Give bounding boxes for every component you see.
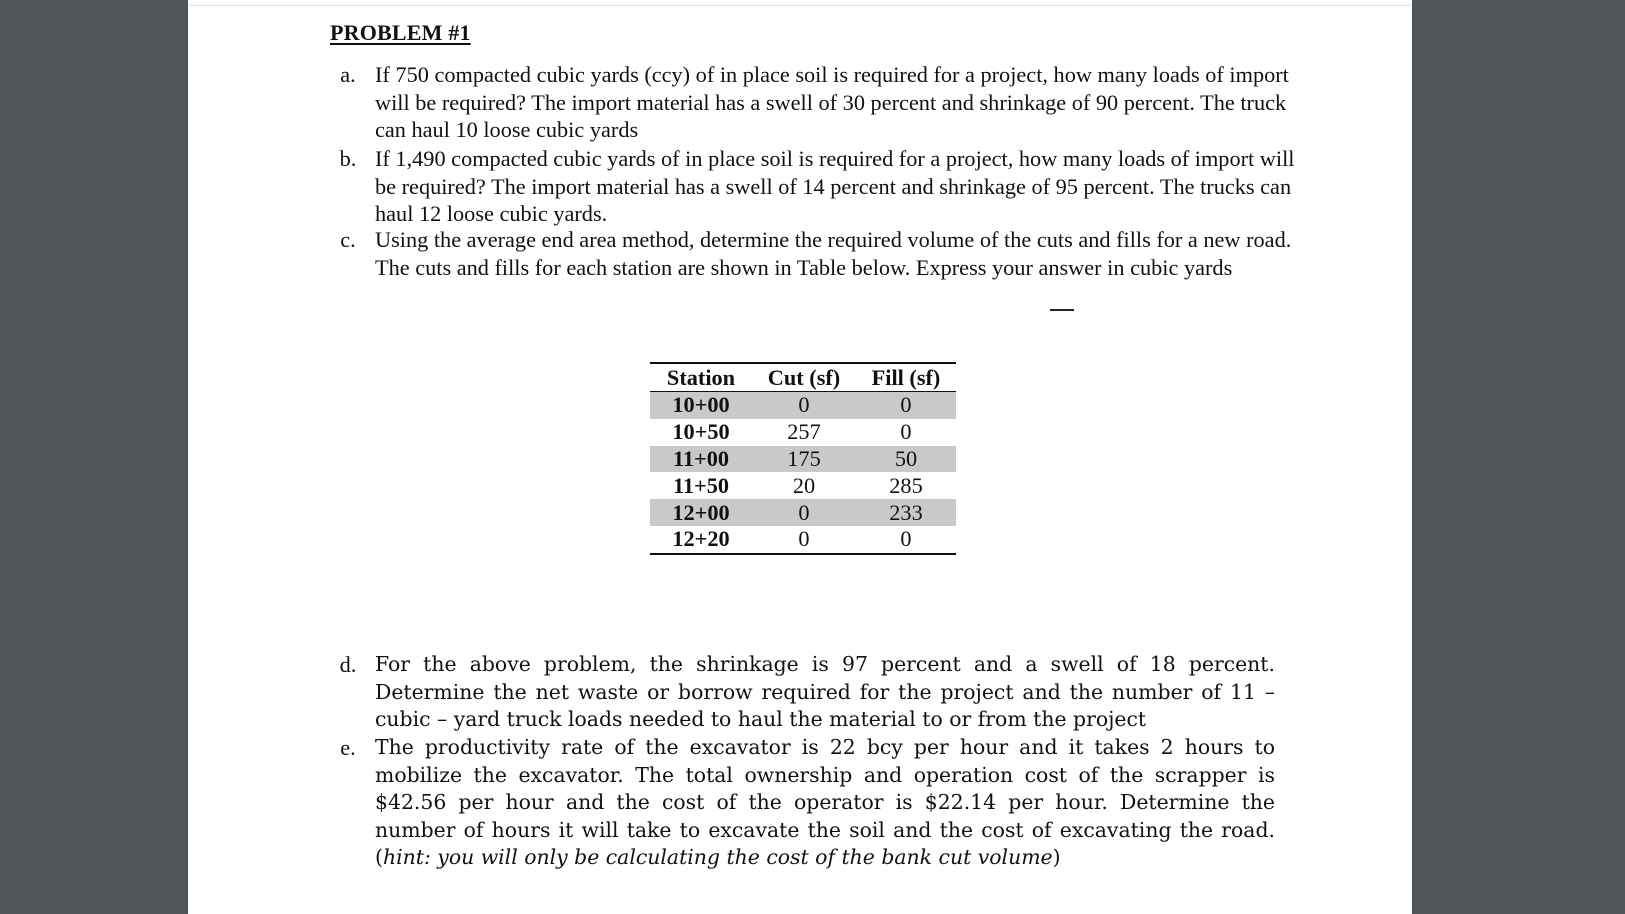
table-row	[650, 499, 956, 526]
station-cell: 12+20	[672, 526, 730, 552]
table-row	[650, 419, 956, 446]
question-label: e.	[340, 735, 356, 760]
station-cell: 10+50	[672, 419, 730, 445]
header-cut: Cut (sf)	[752, 363, 856, 392]
fill-cell: 0	[856, 392, 956, 419]
question-text: For the above problem, the shrinkage is 97 percent and a swell of 18 percent. Determine the net waste or borrow required for the project and the number of 11 – cubic – yard truck loads needed to haul the material to or from the project	[375, 652, 1275, 732]
table-header-row	[650, 363, 956, 392]
table-row	[650, 392, 956, 419]
question-label: a.	[340, 62, 356, 87]
station-cell: 12+00	[650, 499, 752, 526]
fill-cell: 0	[900, 526, 912, 552]
cut-cell: 0	[798, 526, 810, 552]
question-text-end: )	[1052, 845, 1061, 870]
station-cell: 10+00	[650, 392, 752, 419]
question-text: Using the average end area method, determine the required volume of the cuts and fills for a new road. The cuts and fills for each station are shown in Table below. Express your answer in cubic yards	[375, 227, 1292, 280]
cut-cell: 175	[752, 446, 856, 473]
station-cell: 11+50	[672, 472, 730, 498]
stray-dash	[1050, 309, 1074, 311]
table-row	[650, 446, 956, 473]
cut-cell: 257	[787, 419, 821, 445]
question-label: c.	[340, 227, 356, 252]
question-label: b.	[339, 146, 357, 171]
fill-cell: 285	[889, 472, 923, 498]
question-text: If 750 compacted cubic yards (ccy) of in place soil is required for a project, how many loads of import will be required? The import material has a swell of 30 percent and shrinkage of 90 percent. The truck can haul 10 loose cubic yards	[375, 62, 1289, 142]
fill-cell: 233	[856, 499, 956, 526]
fill-cell: 0	[900, 419, 912, 445]
fill-cell: 50	[856, 446, 956, 473]
cut-cell: 20	[792, 472, 816, 498]
cut-fill-table	[650, 362, 956, 555]
table-row	[650, 526, 956, 554]
question-hint: hint: you will only be calculating the cost of the bank cut volume	[382, 845, 1053, 870]
cut-cell: 0	[752, 392, 856, 419]
question-text-main: The productivity rate of the excavator is 22 bcy per hour and it takes 2 hours to mobilize the excavator. The total ownership and operation cost of the scrapper is $42.56 per hour and the cost of the operator is $22.14 per hour. Determine the number of hours it will take to excavate the soil and the cost of excavating the road. (	[375, 735, 1275, 870]
question-label: d.	[339, 652, 357, 677]
cut-cell: 0	[752, 499, 856, 526]
table-row	[650, 472, 956, 499]
problem-title: PROBLEM #1	[330, 20, 471, 45]
header-station: Station	[650, 363, 752, 392]
document-page	[188, 6, 1412, 914]
station-cell: 11+00	[650, 446, 752, 473]
question-text	[375, 734, 1275, 872]
header-fill: Fill (sf)	[856, 363, 956, 392]
question-text: If 1,490 compacted cubic yards of in place soil is required for a project, how many loads of import will be required? The import material has a swell of 14 percent and shrinkage of 95 percent. The trucks can haul 12 loose cubic yards.	[375, 146, 1295, 226]
